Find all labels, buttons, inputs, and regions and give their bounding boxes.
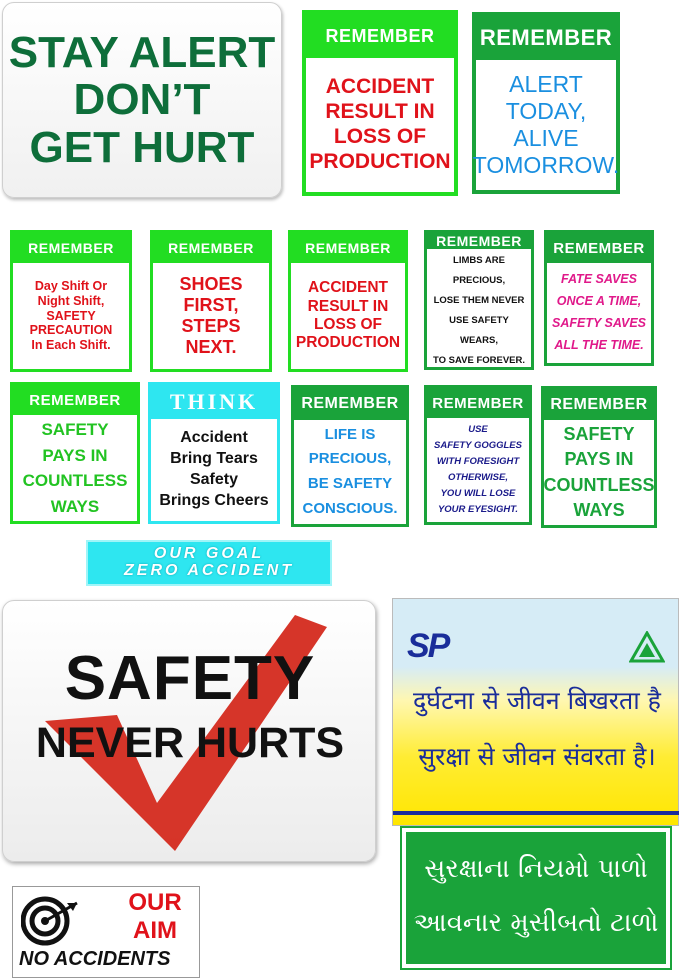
stay-alert-text: STAY ALERT DON’T GET HURT (8, 27, 276, 172)
stay-alert-sign (2, 2, 282, 198)
gujarati-safety-sign (402, 828, 670, 968)
sign-text: FATE SAVES ONCE A TIME, SAFETY SAVES ALL THE TIME. (551, 272, 646, 352)
never-hurts-title: NEVER HURTS (35, 719, 345, 767)
accident-production-sign-mid (288, 230, 408, 372)
sign-header: REMEMBER (306, 14, 454, 58)
sign-header: THINK (151, 385, 277, 419)
sign-text: Accident Bring Tears Safety Brings Cheers (159, 429, 269, 509)
fate-saves-sign (544, 230, 654, 366)
our-goal-banner (86, 540, 332, 586)
sign-header: REMEMBER (291, 233, 405, 263)
hindi-line-2: सुरक्षा से जीवन संवरता है। (418, 742, 656, 771)
sign-header: REMEMBER (294, 388, 406, 420)
sign-header: REMEMBER (544, 389, 654, 420)
sign-text: SAFETY PAYS IN COUNTLESS WAYS (22, 420, 128, 516)
sign-text: LIFE IS PRECIOUS, BE SAFETY CONSCIOUS. (302, 425, 398, 517)
sign-text: Day Shift Or Night Shift, SAFETY PRECAUTION In Each Shift. (29, 279, 113, 353)
sign-text: ACCIDENT RESULT IN LOSS OF PRODUCTION (309, 75, 451, 173)
sign-text: SHOES FIRST, STEPS NEXT. (179, 273, 243, 358)
our-aim-line-2: AIM (133, 917, 177, 944)
sign-header: REMEMBER (13, 385, 137, 415)
sp-logo: SP (407, 627, 449, 665)
safety-never-hurts-sign (2, 600, 376, 862)
safety-title: SAFETY (64, 644, 316, 713)
our-goal-text: OUR GOAL ZERO ACCIDENT (124, 545, 294, 579)
sign-header: REMEMBER (427, 388, 529, 418)
alert-today-sign (472, 12, 620, 194)
gujarati-line-2: આવનાર મુસીબતો ટાળો (413, 908, 659, 938)
triangle-logo-icon (629, 631, 665, 663)
our-aim-line-1: OUR (128, 889, 182, 916)
sign-header: REMEMBER (13, 233, 129, 263)
sign-text: SAFETY PAYS IN COUNTLESS WAYS (543, 424, 655, 520)
day-shift-sign (10, 230, 132, 372)
safety-pays-sign-1 (10, 382, 140, 524)
sign-text: USE SAFETY GOGGLES WITH FORESIGHT OTHERWISE, YOU WILL LOSE YOUR EYESIGHT. (434, 423, 522, 516)
hindi-line-1: दुर्घटना से जीवन बिखरता है (413, 686, 661, 715)
safety-pays-sign-2 (541, 386, 657, 528)
our-aim-sign (12, 886, 200, 978)
sign-header: REMEMBER (427, 233, 531, 249)
our-aim-line-3: NO ACCIDENTS (19, 948, 171, 970)
shoes-first-sign (150, 230, 272, 372)
gujarati-line-1: સુરક્ષાના નિયમો પાળો (424, 854, 648, 884)
sign-header: REMEMBER (476, 16, 616, 60)
life-precious-sign (291, 385, 409, 527)
safety-goggles-sign (424, 385, 532, 525)
sign-text: ALERT TODAY, ALIVE TOMORROW. (472, 70, 620, 179)
target-icon (21, 893, 81, 949)
bottom-stripe (393, 811, 679, 815)
sign-header: REMEMBER (547, 233, 651, 263)
sign-text: ACCIDENT RESULT IN LOSS OF PRODUCTION (295, 279, 401, 352)
limbs-precious-sign (424, 230, 534, 370)
sign-header: REMEMBER (153, 233, 269, 263)
accident-production-sign-top (302, 10, 458, 196)
hindi-safety-sign (392, 598, 679, 826)
think-sign (148, 382, 280, 524)
sign-text: LIMBS ARE PRECIOUS, LOSE THEM NEVER USE SAFETY WEARS, TO SAVE FOREVER. (432, 255, 526, 366)
